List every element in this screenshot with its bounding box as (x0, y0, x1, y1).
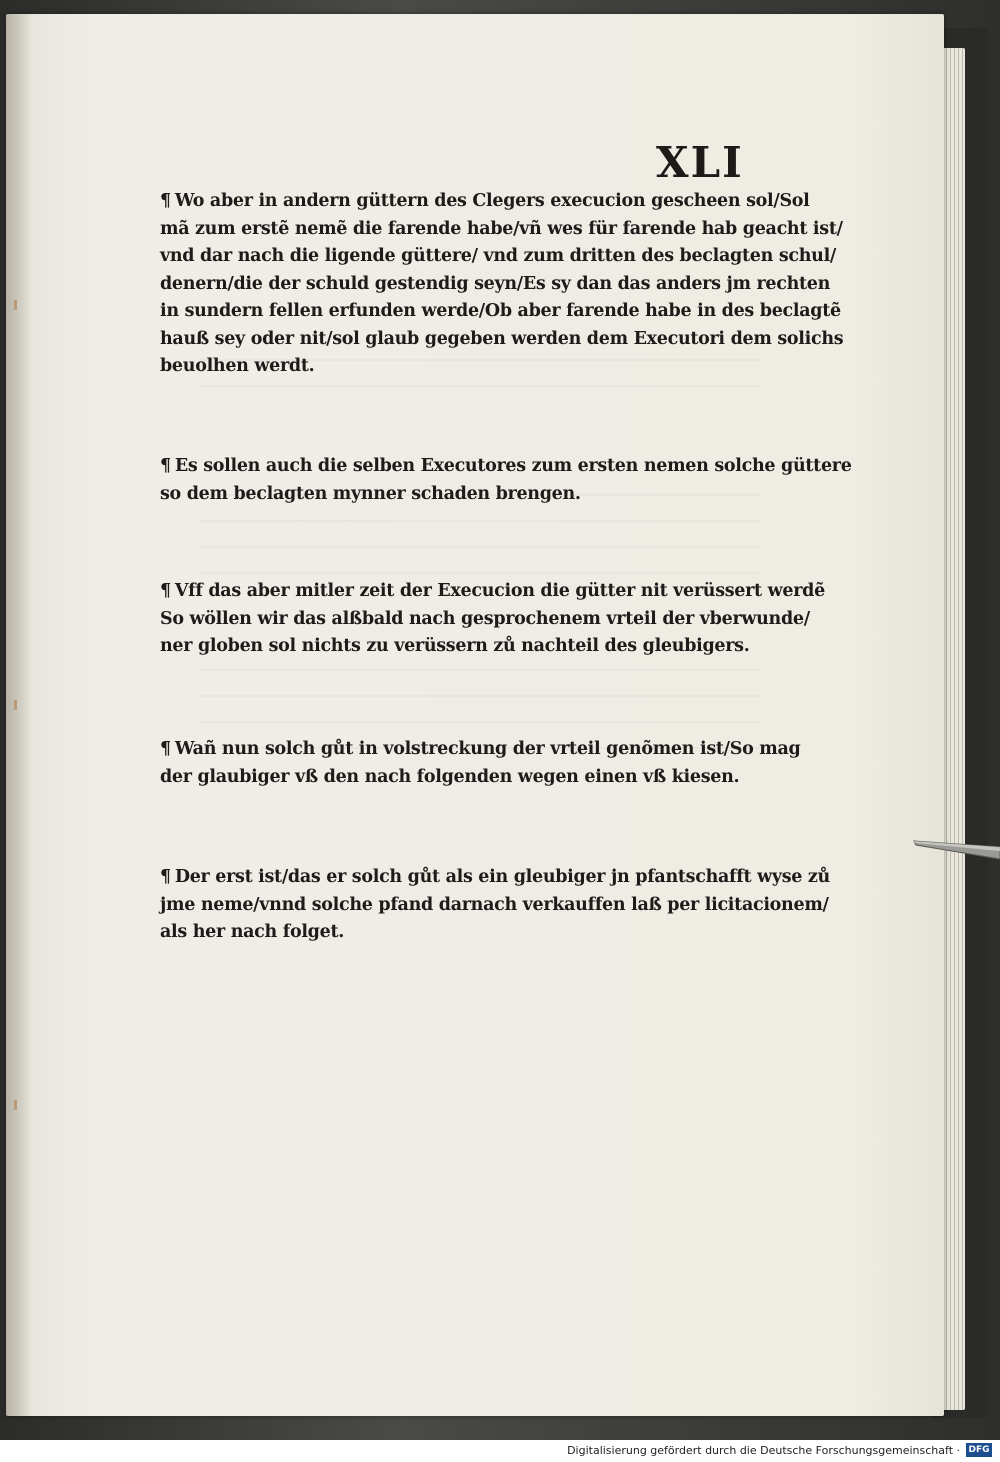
folio-number: XLI (656, 138, 744, 187)
paragraph-alienation (160, 578, 825, 661)
binding-mark (14, 300, 17, 310)
page-pointer-tool (912, 833, 1000, 861)
text-line (160, 736, 801, 764)
gutter-shadow (6, 14, 32, 1416)
paragraph-first-way (160, 864, 830, 947)
paragraph-executores (160, 453, 852, 508)
text-line (160, 864, 830, 892)
paragraph-execution-goods (160, 188, 844, 381)
footer-credit: Digitalisierung gefördert durch die Deutsche Forschungsgemeinschaft · (567, 1444, 960, 1457)
text-line: So wöllen wir das alßbald nach gesprochenem vrteil der vberwunde/ (160, 608, 810, 629)
line-text: Wañ nun solch gůt in volstreckung der vrteil genõmen ist/So mag (174, 739, 801, 759)
line-text: Wo aber in andern güttern des Clegers execucion gescheen sol/Sol (174, 191, 810, 211)
text-line (160, 188, 810, 216)
paragraph-enforcement (160, 736, 801, 791)
text-line: als her nach folget. (160, 922, 345, 942)
pilcrow-mark: ¶ (160, 456, 171, 476)
text-line: denern/die der schuld gestendig seyn/Es sy dan das anders jm rechten (160, 273, 831, 294)
text-line: beuolhen werdt. (160, 356, 315, 376)
text-line: ner globen sol nichts zu verüssern zů nachteil des gleubigers. (160, 636, 750, 656)
text-line: jme neme/vnnd solche pfand darnach verkauffen laß per licitacionem/ (160, 894, 829, 915)
text-line: vnd dar nach die ligende güttere/ vnd zum dritten des beclagten schul/ (160, 246, 837, 266)
pilcrow-mark: ¶ (160, 739, 171, 759)
text-line (160, 578, 825, 606)
text-line (160, 453, 852, 481)
pilcrow-mark: ¶ (160, 191, 171, 211)
footer-bar (0, 1440, 1000, 1462)
text-line: in sundern fellen erfunden werde/Ob aber farende habe in des beclagtẽ (160, 301, 841, 321)
text-line: hauß sey oder nit/sol glaub gegeben werden dem Executori dem solichs (160, 328, 844, 349)
line-text: Vff das aber mitler zeit der Execucion die gütter nit verüssert werdẽ (174, 581, 825, 601)
pilcrow-mark: ¶ (160, 581, 171, 601)
text-line: mã zum erstẽ nemẽ die farende habe/vñ wes für farende hab geacht ist/ (160, 218, 843, 239)
pilcrow-mark: ¶ (160, 867, 171, 887)
binding-mark (14, 700, 17, 710)
binding-mark (14, 1100, 17, 1110)
text-line: der glaubiger vß den nach folgenden wegen einen vß kiesen. (160, 766, 740, 787)
text-line: so dem beclagten mynner schaden brengen. (160, 483, 581, 504)
dfg-logo-icon: DFG (966, 1443, 992, 1457)
line-text: Es sollen auch die selben Executores zum ersten nemen solche güttere (174, 456, 852, 476)
line-text: Der erst ist/das er solch gůt als ein gleubiger jn pfantschafft wyse zů (174, 867, 830, 887)
